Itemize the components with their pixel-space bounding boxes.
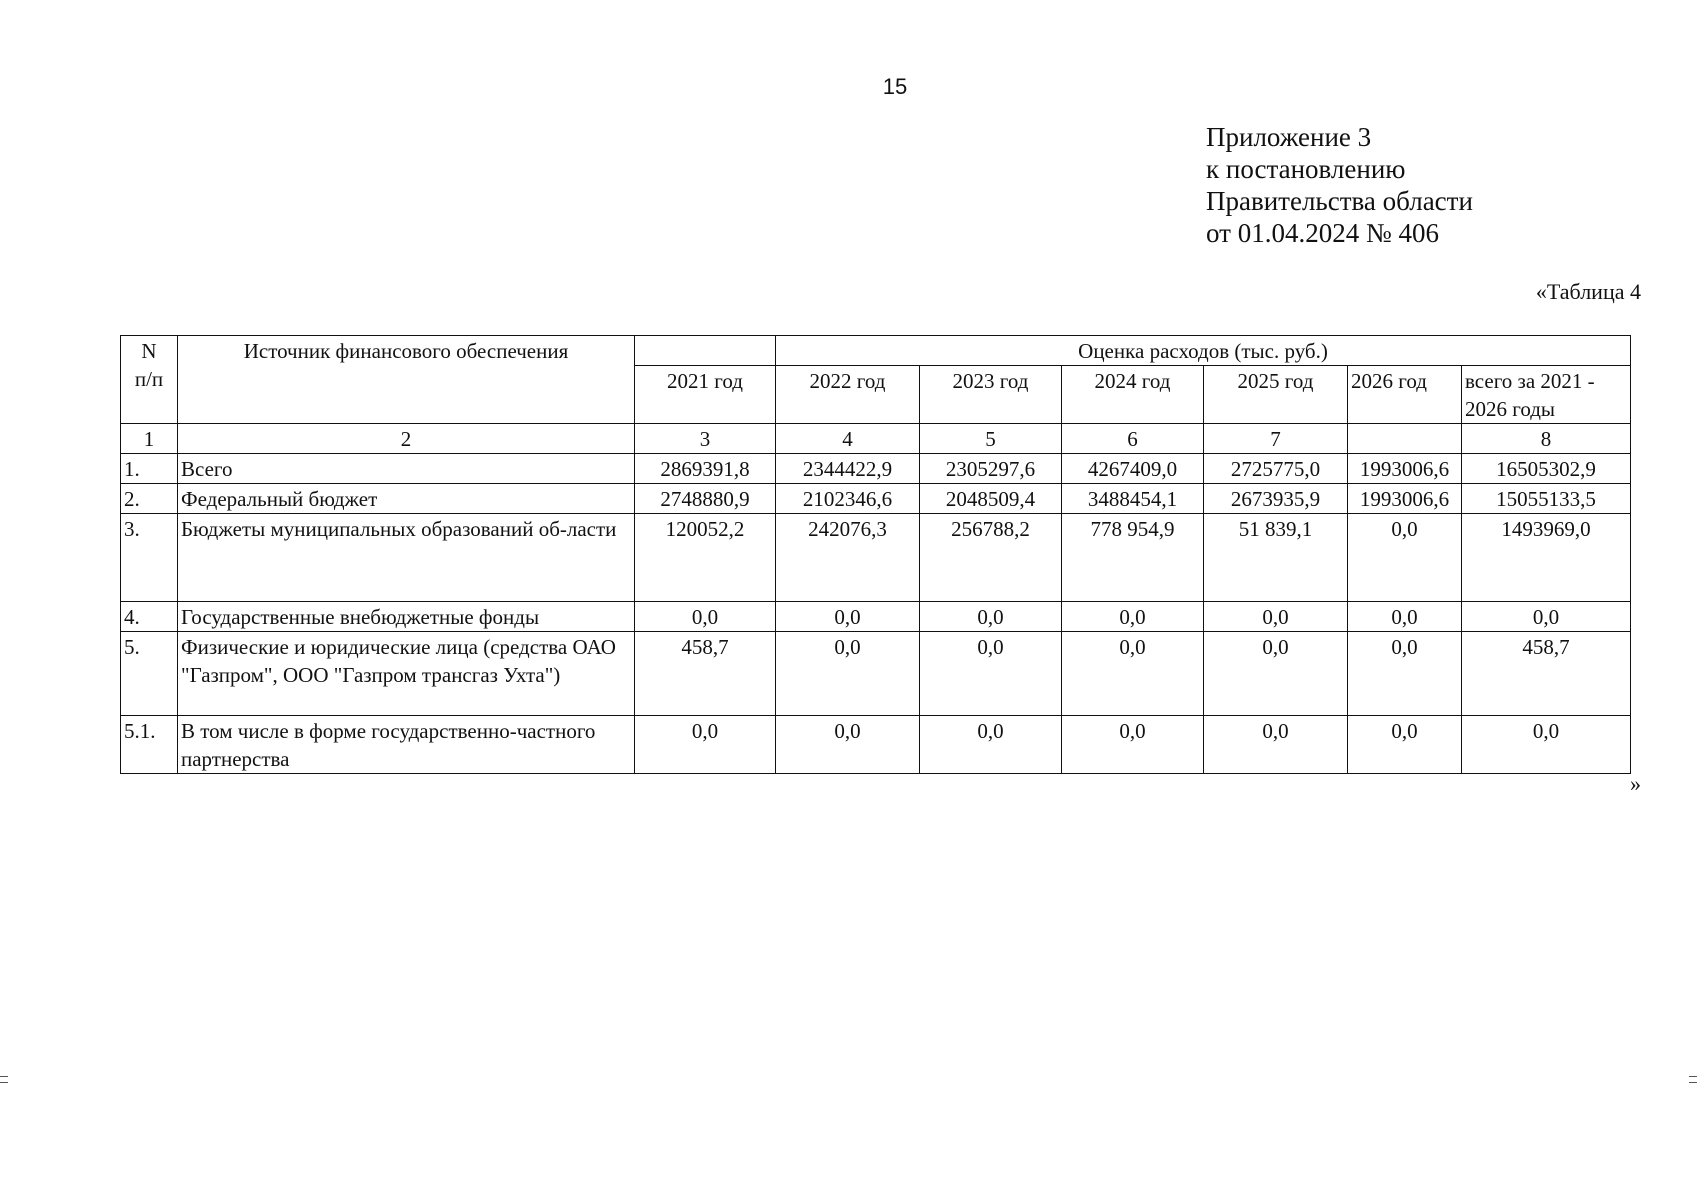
col-number bbox=[1348, 424, 1462, 454]
row-value: 0,0 bbox=[1062, 716, 1204, 774]
row-value: 778 954,9 bbox=[1062, 514, 1204, 602]
header-year: 2021 год bbox=[635, 366, 776, 424]
row-source: Государственные внебюджетные фонды bbox=[178, 602, 635, 632]
header-year: 2022 год bbox=[776, 366, 920, 424]
row-value: 0,0 bbox=[776, 716, 920, 774]
header-year: 2024 год bbox=[1062, 366, 1204, 424]
row-value: 0,0 bbox=[1204, 716, 1348, 774]
table-row bbox=[121, 632, 1631, 716]
row-value: 1993006,6 bbox=[1348, 454, 1462, 484]
row-value: 2048509,4 bbox=[920, 484, 1062, 514]
table-row bbox=[121, 716, 1631, 774]
header-year: 2023 год bbox=[920, 366, 1062, 424]
page-number: 15 bbox=[882, 74, 908, 99]
row-num: 5. bbox=[121, 632, 178, 716]
row-source: Всего bbox=[178, 454, 635, 484]
row-source: В том числе в форме государственно-частного партнерства bbox=[178, 716, 635, 774]
row-value: 3488454,1 bbox=[1062, 484, 1204, 514]
row-value: 15055133,5 bbox=[1462, 484, 1631, 514]
row-value: 51 839,1 bbox=[1204, 514, 1348, 602]
row-value: 256788,2 bbox=[920, 514, 1062, 602]
col-number: 7 bbox=[1204, 424, 1348, 454]
row-value: 1493969,0 bbox=[1462, 514, 1631, 602]
row-value: 458,7 bbox=[1462, 632, 1631, 716]
header-num: N п/п bbox=[121, 336, 178, 424]
row-value: 0,0 bbox=[920, 632, 1062, 716]
appendix-line-3: Правительства области bbox=[1206, 186, 1473, 216]
row-value: 0,0 bbox=[1348, 716, 1462, 774]
row-value: 0,0 bbox=[1462, 602, 1631, 632]
row-value: 120052,2 bbox=[635, 514, 776, 602]
table-row bbox=[121, 602, 1631, 632]
header-year: 2025 год bbox=[1204, 366, 1348, 424]
closing-quote: » bbox=[1630, 771, 1641, 796]
row-num: 5.1. bbox=[121, 716, 178, 774]
scan-margin-mark bbox=[0, 1082, 8, 1083]
scan-margin-mark bbox=[0, 1076, 8, 1077]
row-source: Бюджеты муниципальных образований об-ласти bbox=[178, 514, 635, 602]
row-value: 16505302,9 bbox=[1462, 454, 1631, 484]
row-value: 0,0 bbox=[1062, 632, 1204, 716]
row-value: 1993006,6 bbox=[1348, 484, 1462, 514]
row-value: 0,0 bbox=[1348, 602, 1462, 632]
col-number: 8 bbox=[1462, 424, 1631, 454]
row-value: 2344422,9 bbox=[776, 454, 920, 484]
row-num: 1. bbox=[121, 454, 178, 484]
row-num: 4. bbox=[121, 602, 178, 632]
appendix-block bbox=[1206, 121, 1473, 249]
row-value: 0,0 bbox=[920, 602, 1062, 632]
header-year: 2026 год bbox=[1348, 366, 1462, 424]
row-value: 0,0 bbox=[920, 716, 1062, 774]
row-source: Федеральный бюджет bbox=[178, 484, 635, 514]
row-value: 0,0 bbox=[1348, 632, 1462, 716]
col-number: 2 bbox=[178, 424, 635, 454]
header-estimate: Оценка расходов (тыс. руб.) bbox=[776, 336, 1631, 366]
row-value: 2102346,6 bbox=[776, 484, 920, 514]
col-number: 5 bbox=[920, 424, 1062, 454]
appendix-line-4: от 01.04.2024 № 406 bbox=[1206, 218, 1439, 248]
row-value: 4267409,0 bbox=[1062, 454, 1204, 484]
row-value: 0,0 bbox=[776, 632, 920, 716]
row-value: 242076,3 bbox=[776, 514, 920, 602]
row-value: 2673935,9 bbox=[1204, 484, 1348, 514]
appendix-line-1: Приложение 3 bbox=[1206, 122, 1372, 152]
col-number: 1 bbox=[121, 424, 178, 454]
row-value: 0,0 bbox=[1204, 602, 1348, 632]
row-value: 2305297,6 bbox=[920, 454, 1062, 484]
scan-margin-mark bbox=[1689, 1082, 1697, 1083]
table-row bbox=[121, 514, 1631, 602]
table-row bbox=[121, 484, 1631, 514]
appendix-line-2: к постановлению bbox=[1206, 154, 1406, 184]
row-num: 2. bbox=[121, 484, 178, 514]
row-source: Физические и юридические лица (средства ОАО "Газпром", ООО "Газпром трансгаз Ухта") bbox=[178, 632, 635, 716]
financing-table bbox=[120, 335, 1631, 774]
row-value: 0,0 bbox=[1204, 632, 1348, 716]
table-row bbox=[121, 454, 1631, 484]
col-number: 6 bbox=[1062, 424, 1204, 454]
row-value: 0,0 bbox=[635, 602, 776, 632]
row-value: 0,0 bbox=[635, 716, 776, 774]
row-value: 2869391,8 bbox=[635, 454, 776, 484]
row-value: 0,0 bbox=[1062, 602, 1204, 632]
header-source: Источник финансового обеспечения bbox=[178, 336, 635, 424]
row-value: 0,0 bbox=[1348, 514, 1462, 602]
col-number: 3 bbox=[635, 424, 776, 454]
row-value: 2748880,9 bbox=[635, 484, 776, 514]
row-value: 2725775,0 bbox=[1204, 454, 1348, 484]
row-value: 0,0 bbox=[1462, 716, 1631, 774]
row-value: 0,0 bbox=[776, 602, 920, 632]
row-value: 458,7 bbox=[635, 632, 776, 716]
col-number: 4 bbox=[776, 424, 920, 454]
header-total: всего за 2021 - 2026 годы bbox=[1462, 366, 1631, 424]
row-num: 3. bbox=[121, 514, 178, 602]
scan-margin-mark bbox=[1689, 1076, 1697, 1077]
header-empty bbox=[635, 336, 776, 366]
table-label: «Таблица 4 bbox=[1535, 279, 1641, 304]
